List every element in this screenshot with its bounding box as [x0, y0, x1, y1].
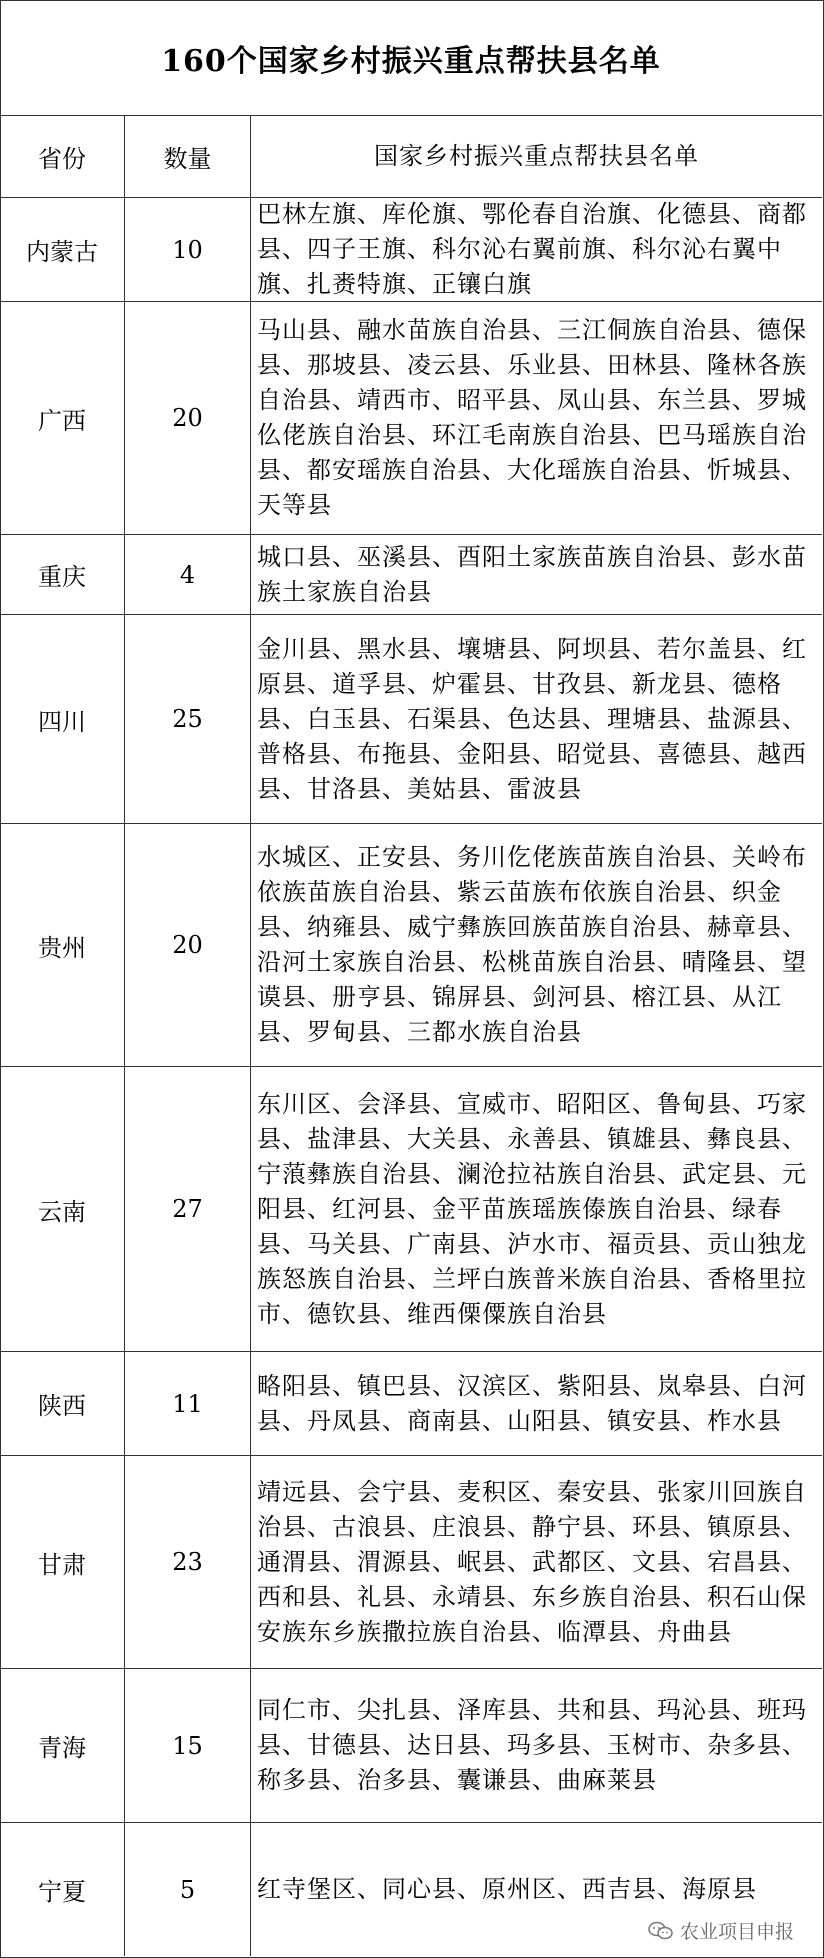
table-row: [0, 824, 822, 1067]
header-list: 国家乡村振兴重点帮扶县名单: [374, 142, 699, 170]
province-cell: 重庆: [0, 535, 125, 614]
table-row: [0, 535, 822, 615]
province-cell: 云南: [0, 1067, 125, 1351]
table-row: [0, 302, 822, 535]
count-cell: 15: [125, 1669, 251, 1822]
province-cell: 甘肃: [0, 1456, 125, 1668]
count-cell: 25: [125, 615, 251, 823]
province-cell: 贵州: [0, 824, 125, 1066]
province-cell: 内蒙古: [0, 198, 125, 301]
page-title: 160个国家乡村振兴重点帮扶县名单: [0, 0, 822, 116]
county-list-cell: 红寺堡区、同心县、原州区、西吉县、海原县: [257, 1875, 757, 1903]
county-list-cell: 水城区、正安县、务川仡佬族苗族自治县、关岭布依族苗族自治县、紫云苗族布依族自治县、织金县、纳雍县、威宁彝族回族苗族自治县、赫章县、沿河土家族自治县、松桃苗族自治县、晴隆县、望谟县、册亨县、锦屏县、剑河县、榕江县、从江县、罗甸县、三都水族自治县: [257, 843, 807, 1046]
county-list-cell: 马山县、融水苗族自治县、三江侗族自治县、德保县、那坡县、凌云县、乐业县、田林县、隆林各族自治县、靖西市、昭平县、凤山县、东兰县、罗城仫佬族自治县、环江毛南族自治县、巴马瑶族自治县、都安瑶族自治县、大化瑶族自治县、忻城县、天等县: [257, 316, 807, 519]
header-province: 省份: [0, 116, 125, 197]
province-cell: 广西: [0, 302, 125, 534]
count-cell: 23: [125, 1456, 251, 1668]
watermark: [648, 1917, 794, 1944]
header-count: 数量: [125, 116, 251, 197]
count-cell: 5: [125, 1823, 251, 1956]
count-cell: 11: [125, 1352, 251, 1455]
count-cell: 10: [125, 198, 251, 301]
table-row: [0, 1456, 822, 1669]
province-cell: 青海: [0, 1669, 125, 1822]
count-cell: 27: [125, 1067, 251, 1351]
county-list-cell: 城口县、巫溪县、酉阳土家族苗族自治县、彭水苗族土家族自治县: [257, 542, 807, 606]
watermark-text: 农业项目申报: [679, 1921, 794, 1943]
table-row: [0, 1669, 822, 1823]
count-cell: 20: [125, 302, 251, 534]
table-row: [0, 1067, 822, 1352]
county-list-cell: 东川区、会泽县、宣威市、昭阳区、鲁甸县、巧家县、盐津县、大关县、永善县、镇雄县、彝良县、宁蒗彝族自治县、澜沧拉祜族自治县、武定县、元阳县、红河县、金平苗族瑶族傣族自治县、绿春县、马关县、广南县、泸水市、福贡县、贡山独龙族怒族自治县、兰坪白族普米族自治县、香格里拉市、德钦县、维西傈僳族自治县: [257, 1089, 807, 1328]
wechat-icon: [648, 1921, 674, 1941]
table-header-row: [0, 116, 822, 198]
count-cell: 4: [125, 535, 251, 614]
province-cell: 陕西: [0, 1352, 125, 1455]
table-row: [0, 1352, 822, 1456]
table-row: [0, 198, 822, 302]
count-cell: 20: [125, 824, 251, 1066]
county-list-cell: 金川县、黑水县、壤塘县、阿坝县、若尔盖县、红原县、道孚县、炉霍县、甘孜县、新龙县、德格县、白玉县、石渠县、色达县、理塘县、盐源县、普格县、布拖县、金阳县、昭觉县、喜德县、越西县、甘洛县、美姑县、雷波县: [257, 634, 807, 803]
county-list-cell: 巴林左旗、库伦旗、鄂伦春自治旗、化德县、商都县、四子王旗、科尔沁右翼前旗、科尔沁右翼中旗、扎赉特旗、正镶白旗: [257, 200, 807, 298]
county-list-cell: 同仁市、尖扎县、泽库县、共和县、玛沁县、班玛县、甘德县、达日县、玛多县、玉树市、杂多县、称多县、治多县、囊谦县、曲麻莱县: [257, 1696, 807, 1794]
county-list-cell: 略阳县、镇巴县、汉滨区、紫阳县、岚皋县、白河县、丹凤县、商南县、山阳县、镇安县、柞水县: [257, 1371, 807, 1435]
province-cell: 宁夏: [0, 1823, 125, 1956]
county-list-cell: 靖远县、会宁县、麦积区、秦安县、张家川回族自治县、古浪县、庄浪县、静宁县、环县、镇原县、通渭县、渭源县、岷县、武都区、文县、宕昌县、西和县、礼县、永靖县、东乡族自治县、积石山保安族东乡族撒拉族自治县、临潭县、舟曲县: [257, 1477, 807, 1646]
province-cell: 四川: [0, 615, 125, 823]
table-row: [0, 615, 822, 824]
